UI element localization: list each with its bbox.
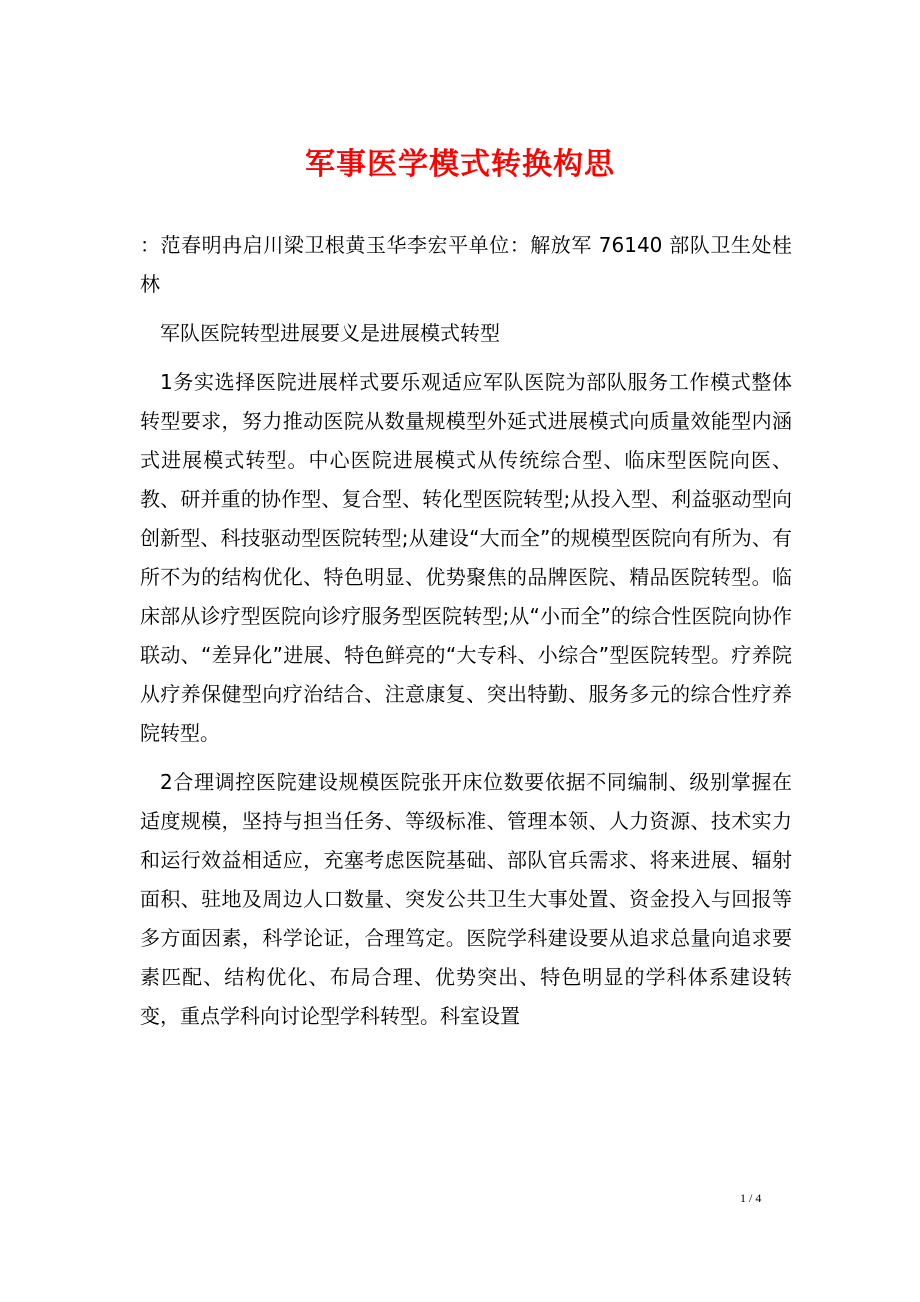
body-paragraph-1: 1务实选择医院进展样式要乐观适应军队医院为部队服务工作模式整体转型要求，努力推动医院从数量规模型外延式进展模式向质量效能型内涵式进展模式转型。中心医院进展模式从传统综合型、临床型医院向医、教、研并重的协作型、复合型、转化型医院转型;从投入型、利益驱动型向创新型、科技驱动型医院转型;从建设“大而全”的规模型医院向有所为、有所不为的结构优化、特色明显、优势聚焦的品牌医院、精品医院转型。临床部从诊疗型医院向诊疗服务型医院转型;从“小而全”的综合性医院向协作联动、“差异化”进展、特色鲜亮的“大专科、小综合”型医院转型。疗养院从疗养保健型向疗治结合、注意康复、突出特勤、服务多元的综合性疗养院转型。 [140,370,792,745]
body-paragraph-2: 2合理调控医院建设规模医院张开床位数要依据不同编制、级别掌握在适度规模，坚持与担当任务、等级标准、管理本领、人力资源、技术实力和运行效益相适应，充塞考虑医院基础、部队官兵需求、将来进展、辐射面积、驻地及周边人口数量、突发公共卫生大事处置、资金投入与回报等多方面因素，科学论证，合理笃定。医院学科建设要从追求总量向追求要素匹配、结构优化、布局合理、优势突出、特色明显的学科体系建设转变，重点学科向讨论型学科转型。科室设置 [140,770,792,1028]
document-body [140,226,792,1046]
document-title: 军事医学模式转换构思 [305,147,615,182]
section-heading-paragraph: 军队医院转型进展要义是进展模式转型 [160,321,500,345]
author-line: ：范春明冉启川梁卫根黄玉华李宏平单位：解放军 76140 部队卫生处桂林 [140,233,792,296]
page-number: 1 / 4 [740,1191,762,1205]
